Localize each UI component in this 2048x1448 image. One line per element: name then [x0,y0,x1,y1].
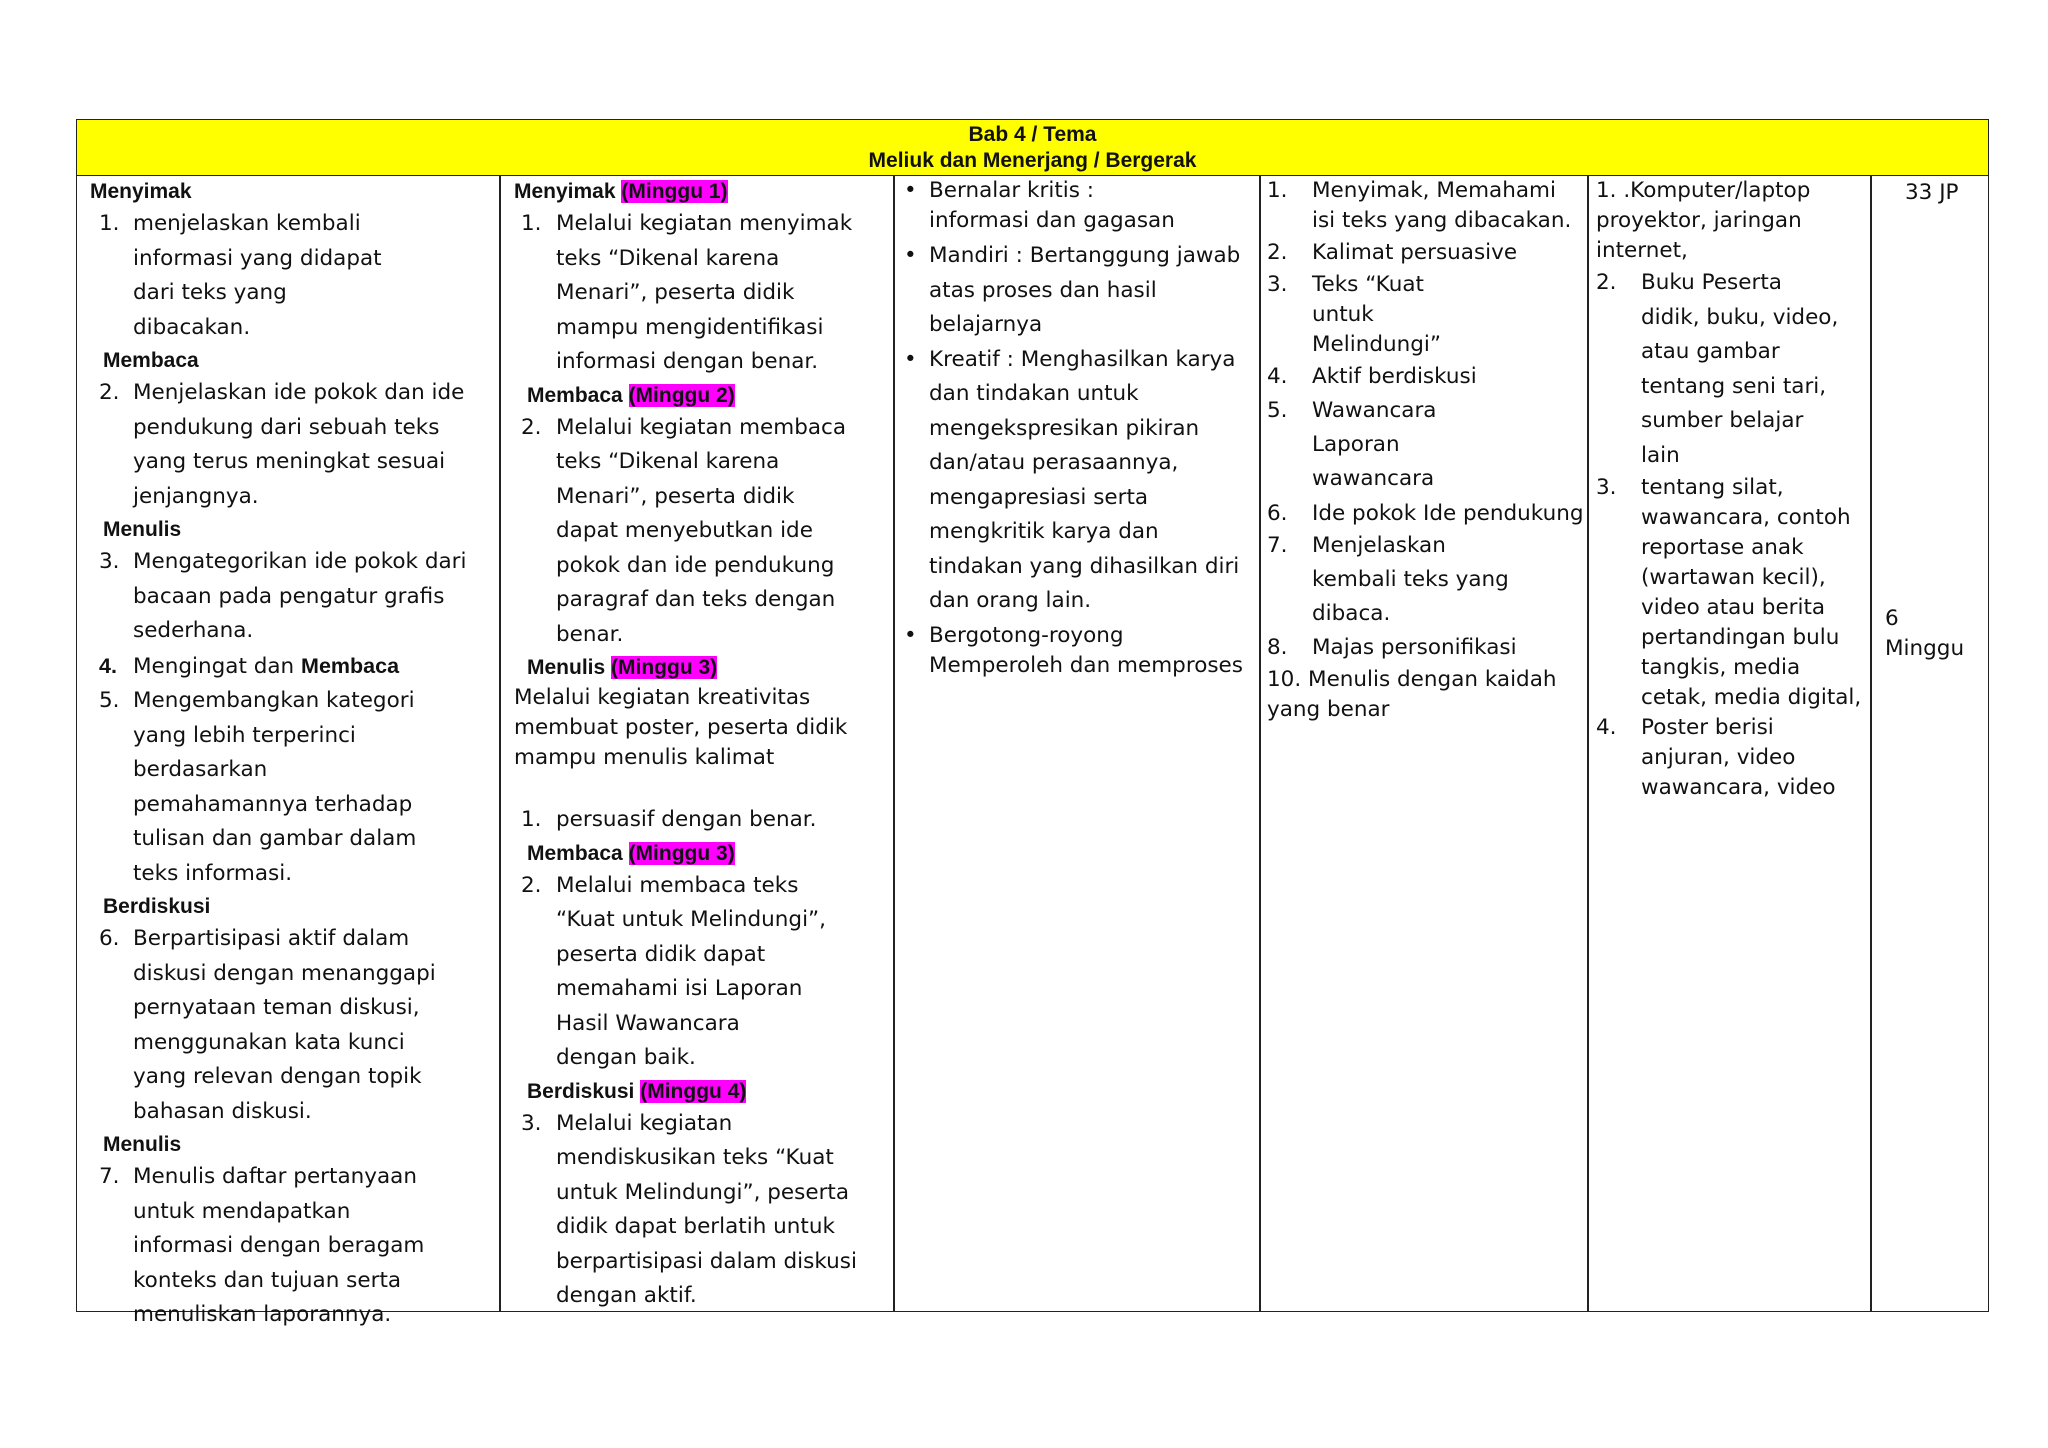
list-item: 2. Melalui kegiatan membaca teks “Dikenal karena Menari”, peserta didik dapat menyebutkan ide pokok dan ide pendukung paragraf dan teks dengan benar. [521,414,847,647]
list-item: 5. Wawancara Laporan wawancara [1267,398,1437,491]
bullet-item: • Kreatif : Menghasilkan karya dan tindakan untuk mengekspresikan pikiran dan/atau perasaannya, mengapresiasi serta mengkritik karya dan tindakan yang dihasilkan diri dan orang lain. [904,343,1249,619]
section-heading: Berdiskusi [103,895,211,918]
list-item: 1. Menyimak, Memahami isi teks yang dibacakan. [1267,178,1572,233]
table-body [76,176,1989,1327]
list-item: 6. Berpartisipasi aktif dalam diskusi dengan menanggapi pernyataan teman diskusi, menggunakan kata kunci yang relevan dengan topik bahasan diskusi. [99,926,436,1124]
column-divider [1587,176,1589,1311]
week-highlight: (Minggu 3) [611,656,718,679]
week-label: Minggu [1885,636,1965,661]
profile-column [904,176,1249,681]
week-highlight: (Minggu 4) [640,1079,747,1103]
time-column [1877,176,1987,664]
syllabus-table [76,119,1989,1327]
list-item: 1. .Komputer/laptop proyektor, jaringan internet, [1596,178,1811,263]
list-item: 3. Melalui kegiatan mendiskusikan teks “Kuat untuk Melindungi”, peserta didik dapat berlatih untuk berpartisipasi dalam diskusi dengan aktif. [521,1110,857,1308]
week-count: 6 [1885,606,1899,631]
list-item: 2. Kalimat persuasive [1267,240,1518,265]
objectives-column [90,176,490,1333]
list-item: 1. Melalui kegiatan menyimak teks “Dikenal karena Menari”, peserta didik mampu mengidentifikasi informasi dengan benar. [521,211,853,374]
lesson-hours: 33 JP [1905,180,1959,205]
list-item: 10. Menulis dengan kaidah yang benar [1267,667,1557,722]
section-heading: Membaca (Minggu 3) [527,841,735,865]
column-divider [499,176,501,1311]
activities-column [514,176,884,1314]
sources-column [1596,176,1868,803]
list-item: 4. Aktif berdiskusi [1267,364,1477,389]
materials-column [1267,176,1585,725]
list-item: 5. Mengembangkan kategori yang lebih terperinci berdasarkan pemahamannya terhadap tulisan dan gambar dalam teks informasi. [99,688,417,886]
column-divider [1259,176,1261,1311]
column-divider [893,176,895,1311]
week-highlight: (Minggu 1) [621,180,728,203]
list-item: 7. Menjelaskan kembali teks yang dibaca. [1267,533,1509,626]
list-item: 2. Melalui membaca teks “Kuat untuk Melindungi”, peserta didik dapat memahami isi Laporan Hasil Wawancara dengan baik. [521,872,827,1070]
list-item: 8. Majas personifikasi [1267,635,1517,660]
table-header [76,119,1989,176]
list-item: 1. persuasif dengan benar. [521,807,817,832]
week-highlight: (Minggu 3) [628,841,735,865]
list-item: 2. Menjelaskan ide pokok dan ide pendukung dari sebuah teks yang terus meningkat sesuai jenjangnya. [99,380,465,509]
bullet-item: • Mandiri : Bertanggung jawab atas proses dan hasil belajarnya [904,239,1249,343]
week-highlight: (Minggu 2) [628,383,735,407]
list-item: 3. Mengategorikan ide pokok dari bacaan pada pengatur grafis sederhana. [99,549,467,643]
column-divider [1870,176,1872,1311]
list-item: 7. Menulis daftar pertanyaan untuk mendapatkan informasi dengan beragam konteks dan tujuan serta menuliskan laporannya. [99,1164,425,1327]
list-item: 4. Poster berisi anjuran, video wawancara, video [1596,715,1836,800]
list-item: 2. Buku Peserta didik, buku, video, atau gambar tentang seni tari, sumber belajar lain [1596,270,1839,468]
section-heading: Menulis [103,518,182,541]
list-item: 6. Ide pokok Ide pendukung [1267,501,1584,526]
section-heading: Menyimak [90,180,192,203]
section-heading: Menyimak (Minggu 1) [514,180,728,203]
section-heading: Membaca (Minggu 2) [527,383,735,407]
list-item: 1. menjelaskan kembali informasi yang didapat dari teks yang dibacakan. [99,211,382,340]
section-heading: Membaca [103,349,199,372]
list-item: 3. tentang silat, wawancara, contoh reportase anak (wartawan kecil), video atau berita pertandingan bulu tangkis, media cetak, media digital, [1596,475,1862,710]
list-item: 3. Teks “Kuat untuk Melindungi” [1267,272,1442,357]
list-item: 4. Mengingat dan Membaca [99,653,400,679]
section-heading: Menulis (Minggu 3) [527,656,718,679]
bullet-item: • Bernalar kritis : informasi dan gagasan [904,176,1249,236]
section-heading: Menulis [103,1133,182,1156]
section-heading: Berdiskusi (Minggu 4) [527,1079,747,1103]
theme-title: Meliuk dan Menerjang / Bergerak [868,149,1197,172]
paragraph: Melalui kegiatan kreativitas membuat poster, peserta didik mampu menulis kalimat [514,685,848,770]
bullet-item: • Bergotong-royong Memperoleh dan memproses [904,621,1249,681]
chapter-title: Bab 4 / Tema [968,123,1097,146]
